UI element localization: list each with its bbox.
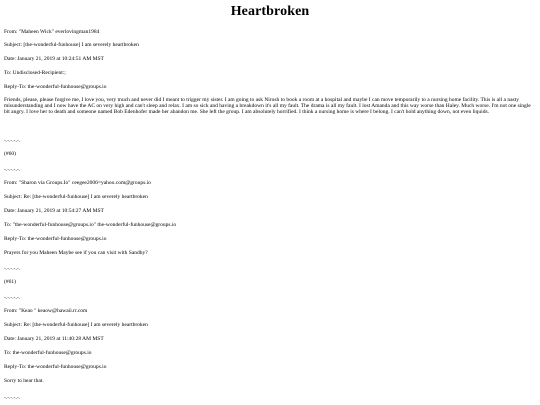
message-3-from: From: "Keao " keaow@hawaii.rr.com <box>4 308 88 314</box>
message-2-from: From: "Sharon via Groups.Io" ceegee2006=yahoo.com@groups.io <box>4 180 151 186</box>
message-1-subject: Subject: [the-wonderful-funhouse] I am severely heartbroken <box>4 42 139 48</box>
message-3-body: Sorry to hear that. <box>4 378 44 384</box>
page-title: Heartbroken <box>230 4 310 19</box>
message-3-separator: -.-.-.-.-. <box>4 395 21 401</box>
message-1-body: Friends, please, please forgive me, I love you, very much and never did I meant to trigger my sister. I am going to ask Nirosh to book a room at a hospital and maybe I can move temporarily to a nursing home facility. This is all a nasty misunderstanding and I now have the AC on very high and can't sleep and relax. I am so sick and having a breakdown it's all my fault. The drama is all my fault. I lost Amanda and this way worse than Haley. Much worse. I'm not one single bit angry. I love her to death and someone named Bob Edenhofer made her abandon me. She left the group. I am absolutely horrified. I think a nursing home is where I belong. I can't hold anything down, not even liquids. <box>4 97 531 116</box>
message-2-number: (#61) <box>4 279 16 285</box>
message-3-to: To: the-wonderful-funhouse@groups.io <box>4 350 92 356</box>
message-2-subject: Subject: Re: [the-wonderful-funhouse] I am severely heartbroken <box>4 194 148 200</box>
message-1-separator: -.-.-.-.-. <box>4 138 21 144</box>
message-1-reply-to: Reply-To: the-wonderful-funhouse@groups.io <box>4 84 107 90</box>
message-2-body: Prayers for you Maheen Maybe see if you can visit with Sandhy? <box>4 250 148 256</box>
message-2-to: To: "the-wonderful-funhouse@groups.io" the-wonderful-funhouse@groups.io <box>4 222 177 228</box>
message-2-separator-top: -.-.-.-.-. <box>4 167 21 173</box>
message-3-separator-top: -.-.-.-.-. <box>4 295 21 301</box>
message-3-reply-to: Reply-To: the-wonderful-funhouse@groups.io <box>4 364 107 370</box>
message-2-reply-to: Reply-To: the-wonderful-funhouse@groups.io <box>4 236 107 242</box>
message-2-separator: -.-.-.-.-. <box>4 266 21 272</box>
message-1-date: Date: January 21, 2019 at 10:24:51 AM MST <box>4 56 104 62</box>
message-1-number: (#60) <box>4 151 16 157</box>
message-1-from: From: "Maheen Wick" everlovingman1984 <box>4 29 100 35</box>
message-1-to: To: Undisclosed-Recipient:; <box>4 70 66 76</box>
message-3-subject: Subject: Re: [the-wonderful-funhouse] I am severely heartbroken <box>4 322 148 328</box>
message-3-date: Date: January 21, 2019 at 11:40:28 AM MST <box>4 336 104 342</box>
message-2-date: Date: January 21, 2019 at 10:54:27 AM MST <box>4 208 104 214</box>
